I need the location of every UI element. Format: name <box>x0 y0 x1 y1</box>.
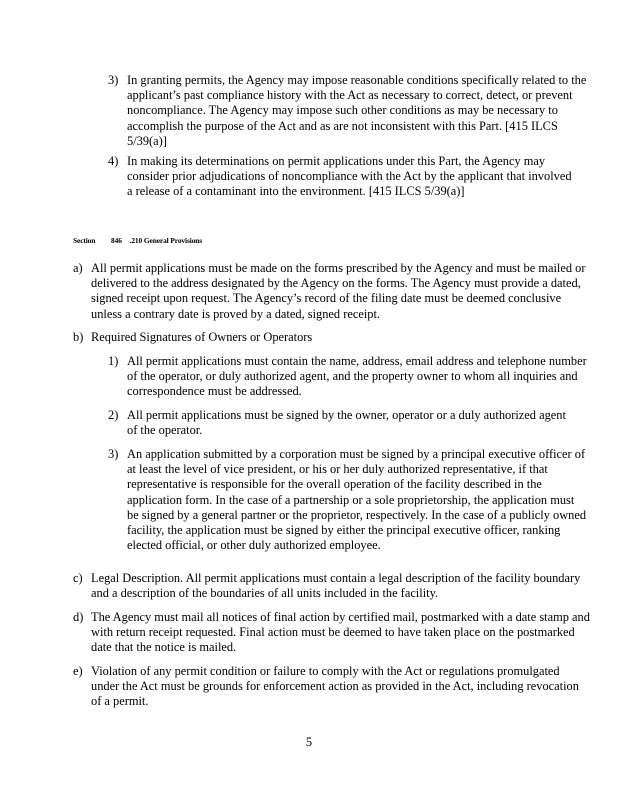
paragraph-letter: c) <box>73 571 83 585</box>
paragraph-letter: a) <box>73 261 83 275</box>
paragraph-text: Violation of any permit condition or failure to comply with the Act or regulations promulgated under the Act must be grounds for enforcement action as provided in the Act, including revocation of a permit. <box>91 664 579 709</box>
paragraph-text: All permit applications must be made on the forms prescribed by the Agency and must be mailed or delivered to the address designated by the Agency on the forms. The Agency must provide a dated, signed receipt upon request. The Agency’s record of the filing date must be deemed conclusive unless a contrary date is proved by a dated, signed receipt. <box>91 261 586 321</box>
item-number: 1) <box>108 354 119 368</box>
item-number: 3) <box>108 447 119 461</box>
paragraph-letter: e) <box>73 664 83 678</box>
section-title: .210 General Provisions <box>129 236 203 245</box>
item-number: 4) <box>108 154 119 168</box>
paragraph-text: The Agency must mail all notices of final action by certified mail, postmarked with a date stamp and with return receipt requested. Final action must be deemed to have taken place on the postmarked date that the notice is mailed. <box>91 610 590 655</box>
item-text: All permit applications must contain the name, address, email address and telephone number of the operator, or duly authorized agent, and the property owner to whom all inquiries and correspondence must be addressed. <box>127 354 587 399</box>
paragraph-text: Required Signatures of Owners or Operators <box>91 330 313 344</box>
section-number: 846 <box>111 236 122 245</box>
section-label: Section <box>73 236 96 245</box>
item-text: All permit applications must be signed by the owner, operator or a duly authorized agent of the operator. <box>127 408 566 438</box>
page-number: 5 <box>305 735 313 749</box>
paragraph-letter: b) <box>73 330 84 344</box>
section-heading <box>73 236 202 245</box>
item-number: 2) <box>108 408 119 422</box>
paragraph-letter: d) <box>73 610 84 624</box>
item-text: An application submitted by a corporation must be signed by a principal executive officer of at least the level of vice president, or his or her duly authorized representative, if that representative is responsible for the overall operation of the facility described in the application form. In the case of a partnership or a sole proprietorship, the application must be signed by a general partner or the proprietor, respectively. In the case of a publicly owned facility, the application must be signed by either the principal executive officer, ranking elected official, or other duly authorized employee. <box>127 447 587 553</box>
item-text: In granting permits, the Agency may impose reasonable conditions specifically related to the applicant’s past compliance history with the Act as necessary to correct, detect, or prevent noncompliance. The Agency may impose such other conditions as may be necessary to accomplish the purpose of the Act and as are not inconsistent with this Part. [415 ILCS 5/39(a)] <box>127 73 587 148</box>
item-text: In making its determinations on permit applications under this Part, the Agency may consider prior adjudications of noncompliance with the Act by the applicant that involved a release of a contaminant into the environment. [415 ILCS 5/39(a)] <box>127 154 572 199</box>
item-number: 3) <box>108 73 119 87</box>
paragraph-text: Legal Description. All permit applications must contain a legal description of the facility boundary and a description of the boundaries of all units included in the facility. <box>91 571 581 601</box>
